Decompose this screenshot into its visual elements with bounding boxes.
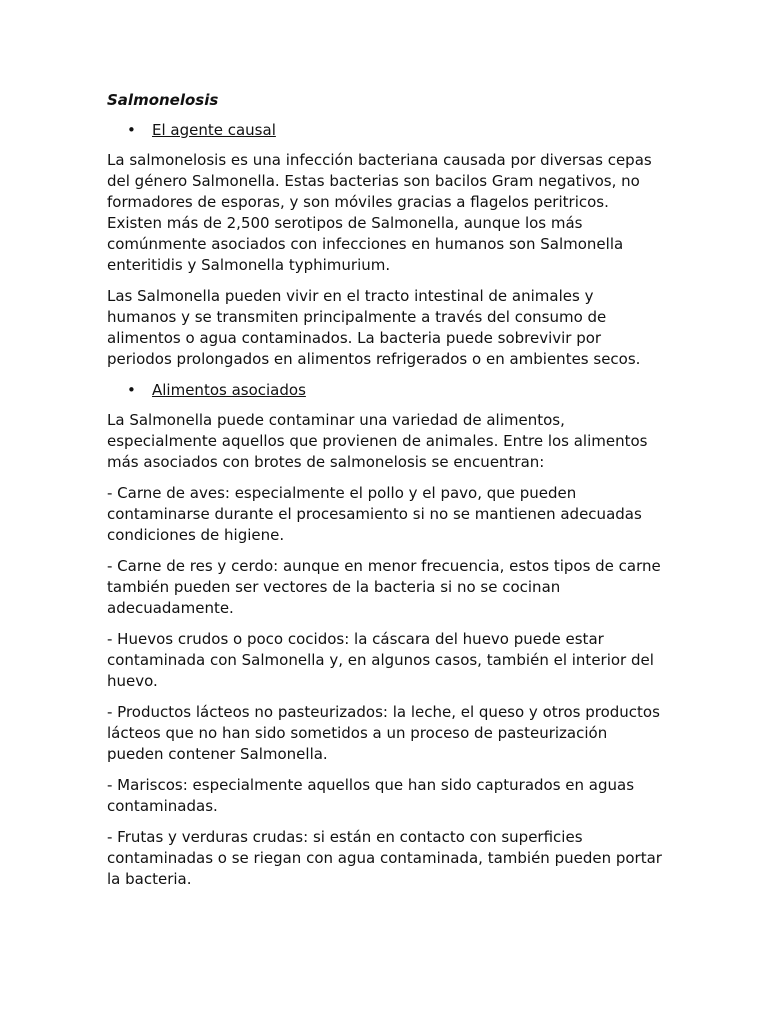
section-heading-label: Alimentos asociados — [152, 381, 306, 399]
list-paragraph: - Frutas y verduras crudas: si están en contacto con superficies contaminadas o se riegan con agua contaminada, también pueden portar la bacteria. — [107, 828, 662, 888]
bullet-icon: • — [127, 381, 136, 399]
paragraph: La Salmonella puede contaminar una variedad de alimentos, especialmente aquellos que provienen de animales. Entre los alimentos más asociados con brotes de salmonelosis se encuentran: — [107, 411, 648, 471]
section-heading-agente-causal — [107, 120, 667, 141]
paragraph: Las Salmonella pueden vivir en el tracto intestinal de animales y humanos y se transmiten principalmente a través del consumo de alimentos o agua contaminados. La bacteria puede sobrevivir por periodos prolongados en alimentos refrigerados o en ambientes secos. — [107, 287, 641, 368]
section-heading-alimentos-asociados — [107, 380, 667, 401]
list-paragraph: - Carne de res y cerdo: aunque en menor frecuencia, estos tipos de carne también pueden ser vectores de la bacteria si no se cocinan adecuadamente. — [107, 557, 661, 617]
document-page — [107, 90, 667, 900]
list-paragraph: - Productos lácteos no pasteurizados: la leche, el queso y otros productos lácteos que no han sido sometidos a un proceso de pasteurización pueden contener Salmonella. — [107, 703, 660, 763]
paragraph: La salmonelosis es una infección bacteriana causada por diversas cepas del género Salmonella. Estas bacterias son bacilos Gram negativos, no formadores de esporas, y son móviles gracias a flagelos peritricos. Existen más de 2,500 serotipos de Salmonella, aunque los más comúnmente asociados con infecciones en humanos son Salmonella enteritidis y Salmonella typhimurium. — [107, 151, 652, 274]
bullet-icon: • — [127, 121, 136, 139]
document-title: Salmonelosis — [107, 91, 219, 109]
section-heading-label: El agente causal — [152, 121, 276, 139]
list-paragraph: - Carne de aves: especialmente el pollo y el pavo, que pueden contaminarse durante el procesamiento si no se mantienen adecuadas condiciones de higiene. — [107, 484, 642, 544]
list-paragraph: - Mariscos: especialmente aquellos que han sido capturados en aguas contaminadas. — [107, 776, 635, 815]
list-paragraph: - Huevos crudos o poco cocidos: la cáscara del huevo puede estar contaminada con Salmonella y, en algunos casos, también el interior del huevo. — [107, 630, 654, 690]
